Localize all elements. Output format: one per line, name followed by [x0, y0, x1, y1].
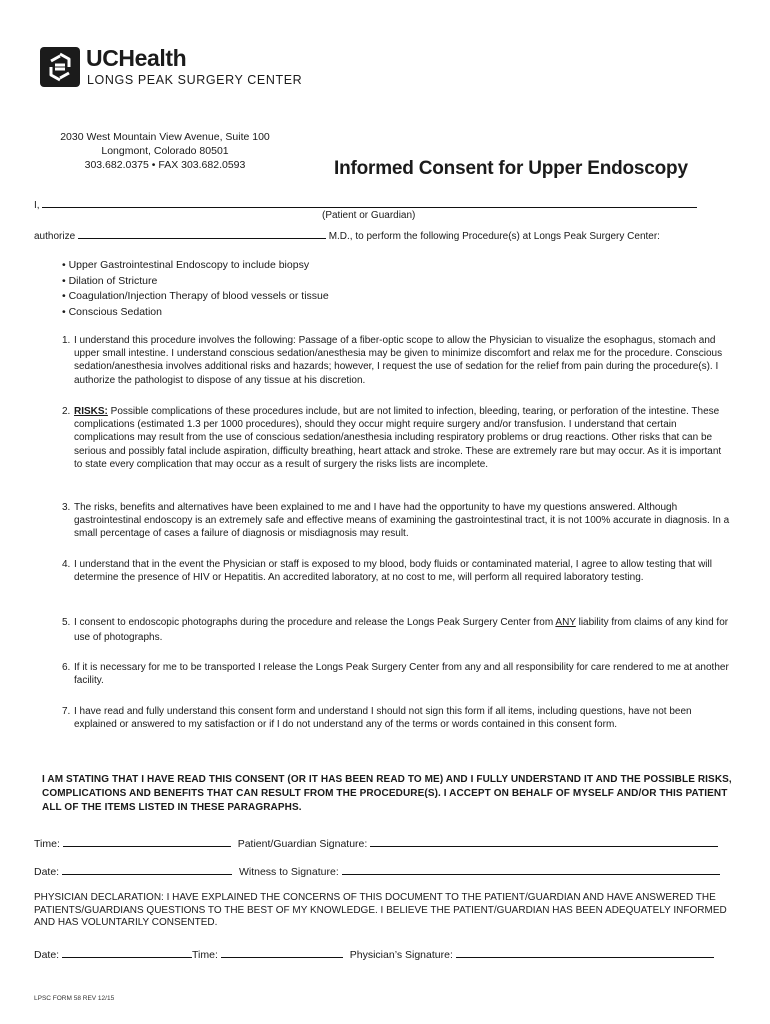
procedure-item: • Coagulation/Injection Therapy of blood vessels or tissue	[62, 290, 329, 302]
brand-name: UCHealth	[86, 45, 187, 71]
address-block	[40, 130, 290, 172]
date-witness-row	[34, 864, 720, 879]
consent-item-2	[62, 405, 732, 471]
time-field[interactable]	[63, 836, 231, 847]
form-code: LPSC FORM 58 REV 12/15	[34, 995, 115, 1002]
item-text: I understand this procedure involves the following: Passage of a fiber-optic scope to allow the Physician to visualize the esophagus, stomach and upper small intestine. I understand conscious sedation/anesthesia may be given to minimize discomfort and relax me for the procedure. Conscious sedation/anesthesia involves additional risks and hazards; however, I request the use of sedation for the relief from pain during the procedure(s). I authorize the pathologist to dispose of any tissue at his discretion.	[74, 335, 723, 386]
authorize-suffix: M.D., to perform the following Procedure(s) at Longs Peak Surgery Center:	[328, 231, 660, 242]
consent-item-7	[62, 705, 732, 731]
item-text: I consent to endoscopic photographs during the procedure and release the Longs Peak Surgery Center from	[74, 617, 556, 628]
item-text: liability from claims of any kind for use of photographs.	[74, 617, 729, 643]
consent-item-5	[62, 615, 732, 645]
item-number: 4.	[62, 559, 71, 570]
date-label: Date:	[34, 866, 60, 878]
patient-name-field[interactable]	[42, 197, 697, 208]
patient-signature-field[interactable]	[370, 836, 718, 847]
date-field[interactable]	[62, 864, 232, 875]
physician-declaration: PHYSICIAN DECLARATION: I HAVE EXPLAINED THE CONCERNS OF THIS DOCUMENT TO THE PATIENT/GUARDIAN AND HAVE ANSWERED THE PATIENTS/GUARDIANS QUESTIONS TO THE BEST OF MY KNOWLEDGE. I BELIEVE THE PATIENT/GUARDIAN HAS BEEN ADEQUATELY INFORMED AND HAS VOLUNTARILY CONSENTED.	[34, 892, 727, 928]
physician-date-label: Date:	[34, 949, 60, 961]
item-text-wrap	[62, 405, 732, 471]
procedure-item: • Upper Gastrointestinal Endoscopy to include biopsy	[62, 259, 310, 271]
witness-label: Witness to Signature:	[238, 866, 339, 878]
procedure-item: • Conscious Sedation	[62, 305, 162, 318]
physician-signature-label: Physician’s Signature:	[349, 949, 453, 961]
authorize-label: authorize	[34, 231, 76, 242]
physician-signature-field[interactable]	[456, 947, 714, 958]
item-number: 2.	[62, 406, 71, 417]
consent-item-6	[62, 661, 732, 687]
item-text-wrap	[62, 615, 732, 645]
authorize-line	[34, 228, 660, 243]
document-title: Informed Consent for Upper Endoscopy	[334, 158, 688, 179]
address-line-2: Longmont, Colorado 80501	[101, 145, 229, 157]
procedure-item: • Dilation of Stricture	[62, 274, 158, 287]
physician-signature-row	[34, 947, 714, 962]
item-number: 5.	[62, 617, 71, 628]
time-signature-row	[34, 836, 718, 851]
consent-item-1	[62, 334, 732, 387]
uchealth-logo-icon	[40, 47, 80, 87]
item-number: 1.	[62, 335, 71, 346]
item-number: 3.	[62, 502, 71, 513]
any-emphasis: ANY	[555, 617, 576, 628]
physician-name-field[interactable]	[78, 228, 326, 239]
item-text: I understand that in the event the Physician or staff is exposed to my blood, body fluids or contaminated material, I agree to allow testing that will determine the presence of HIV or Hepatitis. An accredited laboratory, at no cost to me, will perform all required laboratory testing.	[74, 559, 712, 584]
patient-caption: (Patient or Guardian)	[322, 210, 416, 221]
item-text: Possible complications of these procedures include, but are not limited to infection, bleeding, tearing, or perforation of the intestine. These complications (estimated 1.3 per 1000 procedures), should they occur might require surgery and/or transfusion. I understand that certain complications may result from the use of conscious sedation/anesthesia including respiratory problems or drug reactions. Other risks that can be serious and possibly fatal include aspiration, difficulty breathing, heart attack and stroke. These are extremely rare but may occur. As it is important to state every complication that may occur as a result of surgery the risks lists are incomplete.	[74, 406, 722, 470]
physician-date-field[interactable]	[62, 947, 192, 958]
physician-time-field[interactable]	[221, 947, 343, 958]
patient-signature-label: Patient/Guardian Signature:	[237, 838, 368, 850]
item-number: 6.	[62, 662, 71, 673]
item-number: 7.	[62, 706, 71, 717]
risks-label: RISKS:	[74, 406, 108, 417]
brand-subtitle: LONGS PEAK SURGERY CENTER	[87, 73, 303, 87]
address-line-3: 303.682.0375 • FAX 303.682.0593	[84, 159, 246, 171]
patient-prefix: I,	[34, 200, 40, 211]
item-text: If it is necessary for me to be transported I release the Longs Peak Surgery Center from any and all responsibility for care rendered to me at another facility.	[74, 662, 729, 687]
item-text: The risks, benefits and alternatives have been explained to me and I have had the opportunity to have my questions answered. Although gastrointestinal endoscopy is an extremely safe and effective means of examining the gastrointestinal tract, it is not 100% accurate in diagnosis. In a small percentage of cases a failure of diagnosis or misdiagnosis may result.	[74, 502, 730, 540]
item-text: I have read and fully understand this consent form and understand I should not sign this form if all items, including questions, have not been explained or answered to my satisfaction or if I do not understand any of the terms or words contained in this consent form.	[74, 706, 692, 731]
consent-item-4	[62, 558, 732, 584]
physician-time-label: Time:	[192, 949, 218, 961]
procedure-list	[62, 258, 329, 320]
consent-item-3	[62, 501, 732, 541]
time-label: Time:	[34, 838, 60, 850]
witness-signature-field[interactable]	[342, 864, 720, 875]
consent-statement: I AM STATING THAT I HAVE READ THIS CONSENT (OR IT HAS BEEN READ TO ME) AND I FULLY UNDERSTAND IT AND THE POSSIBLE RISKS, COMPLICATIONS AND BENEFITS THAT CAN RESULT FROM THE PROCEDURE(S). I ACCEPT ON BEHALF OF MYSELF AND/OR THIS PATIENT ALL OF THE ITEMS LISTED IN THESE PARAGRAPHS.	[42, 774, 732, 813]
address-line-1: 2030 West Mountain View Avenue, Suite 100	[60, 131, 270, 143]
